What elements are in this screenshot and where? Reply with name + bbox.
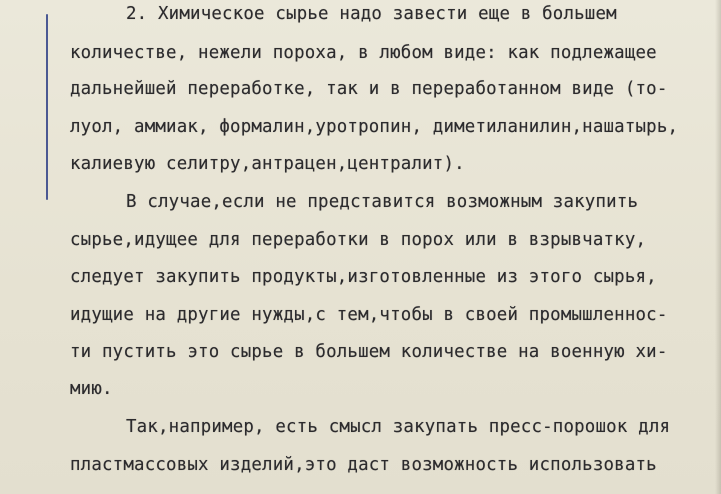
margin-mark [46,14,48,200]
text-line-8: следует закупить продукты,изготовленные из этого сырья, [70,267,657,287]
text-line-9: идущие на другие нужды,с тем,чтобы в своей промышленнос- [70,305,668,325]
text-line-3: дальнейшей переработке, так и в переработанном виде (то- [70,79,668,99]
text-line-12: Так,например, есть смысл закупать пресс-порошок для [126,417,671,437]
text-line-6: В случае,если не представится возможным закупить [126,192,639,212]
text-line-7: сырье,идущее для переработки в порох или в взрывчатку, [70,230,647,250]
text-line-13: пластмассовых изделий,это даст возможность использовать [70,455,657,475]
text-line-5: калиевую селитру,антрацен,централит). [70,154,465,174]
page-edge-shadow [715,0,721,494]
text-line-2: количестве, нежели пороха, в любом виде: как подлежащее [70,43,657,63]
text-line-4: луол, аммиак, формалин,уротропин, диметиланилин,нашатырь, [70,117,679,137]
text-line-11: мию. [70,379,113,399]
text-line-10: ти пустить это сырье в большем количестве на военную хи- [70,342,668,362]
text-line-1: 2. Химическое сырье надо завести еще в большем [126,4,617,24]
